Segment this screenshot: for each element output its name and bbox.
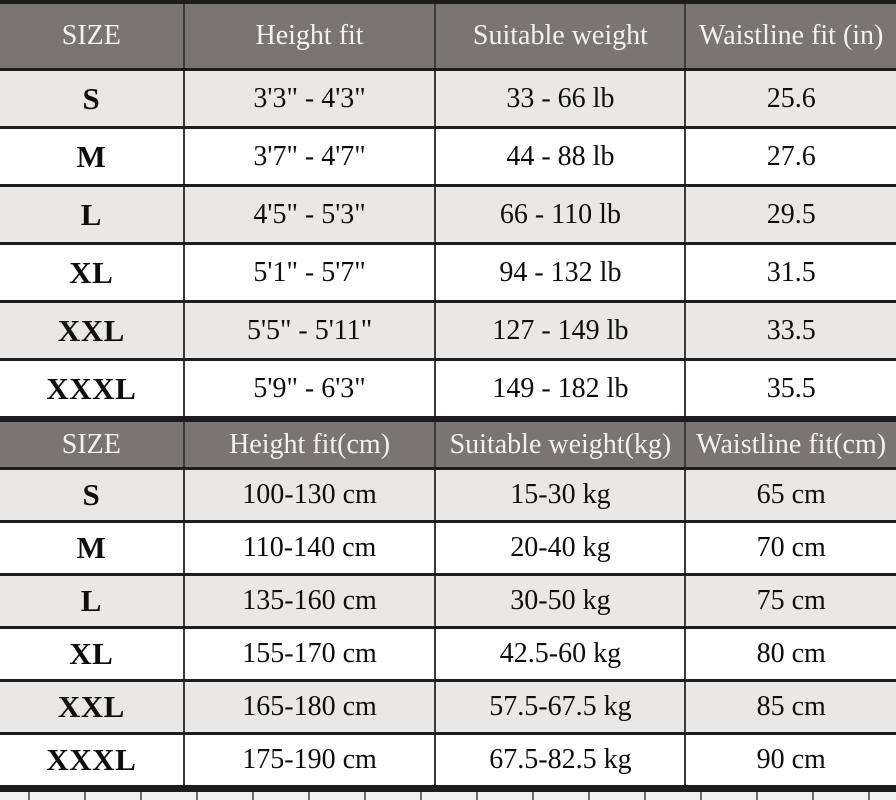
value-cell: 165-180 cm xyxy=(184,681,436,734)
column-header: Suitable weight xyxy=(435,4,685,70)
column-header: Waistline fit(cm) xyxy=(685,421,896,469)
column-header: SIZE xyxy=(0,4,184,70)
size-cell: XL xyxy=(0,244,184,302)
value-cell: 31.5 xyxy=(685,244,896,302)
size-cell: XL xyxy=(0,628,184,681)
value-cell: 135-160 cm xyxy=(184,575,436,628)
cutoff-next-row xyxy=(0,788,896,800)
size-cell: S xyxy=(0,469,184,522)
table-row xyxy=(0,628,896,681)
table-row xyxy=(0,70,896,128)
size-cell: XXXL xyxy=(0,360,184,418)
value-cell: 80 cm xyxy=(685,628,896,681)
value-cell: 85 cm xyxy=(685,681,896,734)
value-cell: 30-50 kg xyxy=(435,575,685,628)
size-cell: M xyxy=(0,522,184,575)
value-cell: 5'1" - 5'7" xyxy=(184,244,436,302)
value-cell: 20-40 kg xyxy=(435,522,685,575)
size-cell: XXL xyxy=(0,302,184,360)
value-cell: 57.5-67.5 kg xyxy=(435,681,685,734)
table-row xyxy=(0,522,896,575)
value-cell: 42.5-60 kg xyxy=(435,628,685,681)
value-cell: 44 - 88 lb xyxy=(435,128,685,186)
metric-header-row xyxy=(0,421,896,469)
column-header: Waistline fit (in) xyxy=(685,4,896,70)
value-cell: 15-30 kg xyxy=(435,469,685,522)
table-row xyxy=(0,575,896,628)
value-cell: 27.6 xyxy=(685,128,896,186)
value-cell: 67.5-82.5 kg xyxy=(435,734,685,787)
value-cell: 94 - 132 lb xyxy=(435,244,685,302)
table-row xyxy=(0,734,896,787)
size-cell: L xyxy=(0,575,184,628)
value-cell: 29.5 xyxy=(685,186,896,244)
metric-size-table xyxy=(0,419,896,788)
table-row xyxy=(0,186,896,244)
size-cell: L xyxy=(0,186,184,244)
table-row xyxy=(0,244,896,302)
value-cell: 65 cm xyxy=(685,469,896,522)
value-cell: 3'3" - 4'3" xyxy=(184,70,436,128)
value-cell: 33 - 66 lb xyxy=(435,70,685,128)
table-row xyxy=(0,469,896,522)
table-row xyxy=(0,302,896,360)
imperial-header-row xyxy=(0,4,896,70)
size-cell: M xyxy=(0,128,184,186)
size-cell: S xyxy=(0,70,184,128)
table-row xyxy=(0,128,896,186)
value-cell: 110-140 cm xyxy=(184,522,436,575)
table-row xyxy=(0,360,896,418)
value-cell: 155-170 cm xyxy=(184,628,436,681)
column-header: Suitable weight(kg) xyxy=(435,421,685,469)
value-cell: 4'5" - 5'3" xyxy=(184,186,436,244)
size-cell: XXL xyxy=(0,681,184,734)
column-header: Height fit xyxy=(184,4,436,70)
imperial-size-table xyxy=(0,4,896,419)
value-cell: 100-130 cm xyxy=(184,469,436,522)
value-cell: 5'9" - 6'3" xyxy=(184,360,436,418)
value-cell: 175-190 cm xyxy=(184,734,436,787)
value-cell: 70 cm xyxy=(685,522,896,575)
value-cell: 35.5 xyxy=(685,360,896,418)
value-cell: 25.6 xyxy=(685,70,896,128)
value-cell: 3'7" - 4'7" xyxy=(184,128,436,186)
value-cell: 127 - 149 lb xyxy=(435,302,685,360)
table-row xyxy=(0,681,896,734)
value-cell: 33.5 xyxy=(685,302,896,360)
value-cell: 149 - 182 lb xyxy=(435,360,685,418)
column-header: SIZE xyxy=(0,421,184,469)
column-header: Height fit(cm) xyxy=(184,421,436,469)
value-cell: 90 cm xyxy=(685,734,896,787)
value-cell: 66 - 110 lb xyxy=(435,186,685,244)
size-cell: XXXL xyxy=(0,734,184,787)
value-cell: 75 cm xyxy=(685,575,896,628)
value-cell: 5'5" - 5'11" xyxy=(184,302,436,360)
